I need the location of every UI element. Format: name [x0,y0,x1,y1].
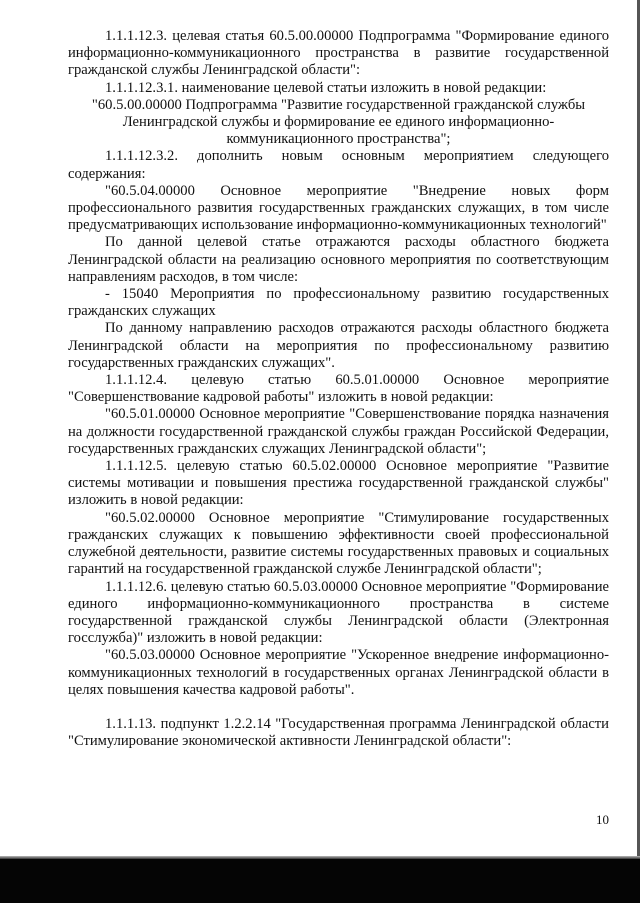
paragraph-1-1-1-12-4: 1.1.1.12.4. целевую статью 60.5.01.00000 Основное мероприятие "Совершенствование кадровой работы" изложить в новой редакции: [68,372,609,406]
paragraph-1-1-1-12-5: 1.1.1.12.5. целевую статью 60.5.02.00000 Основное мероприятие "Развитие системы мотивации и повышения престижа государственной гражданской службы" изложить в новой редакции: [68,458,609,509]
paragraph-15040: - 15040 Мероприятия по профессиональному развитию государственных гражданских служащих [68,286,609,320]
paragraph-direction-expenses: По данному направлению расходов отражаются расходы областного бюджета Ленинградской области на мероприятия по профессиональному развитию государственных гражданских служащих". [68,320,609,371]
paragraph-60-5-04: "60.5.04.00000 Основное мероприятие "Внедрение новых форм профессионального развития государственных гражданских служащих, в том числе предусматривающих использование информационно-коммуникационных технологий" [68,182,609,234]
paragraph-1-1-1-12-3-1: 1.1.1.12.3.1. наименование целевой статьи изложить в новой редакции: [105,79,547,96]
paragraph-new-title-60-5-00: "60.5.00.00000 Подпрограмма "Развитие государственной гражданской службы Ленинградской службы и формирование ее единого информационно-коммуникационного пространства"; [91,96,586,148]
paragraph-1-1-1-12-3: 1.1.1.12.3. целевая статья 60.5.00.00000 Подпрограмма "Формирование единого информационно-коммуникационного пространства в развитие государственной гражданской службы Ленинградской области": [68,28,609,79]
document-body [68,28,609,750]
paragraph-expenses-description: По данной целевой статье отражаются расходы областного бюджета Ленинградской области на реализацию основного мероприятия по соответствующим направлениям расходов, в том числе: [68,234,609,285]
paragraph-1-1-1-12-6: 1.1.1.12.6. целевую статью 60.5.03.00000 Основное мероприятие "Формирование единого информационно-коммуникационного пространства в системе государственной гражданской службы Ленинградской области (Электронная госслужба)" изложить в новой редакции: [68,578,609,647]
paragraph-1-1-1-13: 1.1.1.13. подпункт 1.2.2.14 "Государственная программа Ленинградской области "Стимулирование экономической активности Ленинградской области": [68,715,609,750]
page-number: 10 [596,812,609,827]
paragraph-60-5-01: "60.5.01.00000 Основное мероприятие "Совершенствование порядка назначения на должности государственной гражданской службы граждан Российской Федерации, государственных гражданских служащих Ленинградской области"; [68,406,609,457]
paragraph-spacer [68,699,609,716]
paragraph-60-5-02: "60.5.02.00000 Основное мероприятие "Стимулирование государственных гражданских служащих к повышению эффективности своей профессиональной служебной деятельности, развитие системы государственных правовых и социальных гарантий на государственной гражданской службе Ленинградской области"; [68,509,609,578]
paragraph-60-5-03: "60.5.03.00000 Основное мероприятие "Ускоренное внедрение информационно-коммуникационных технологий в государственных органах Ленинградской области в целях повышения качества кадровой работы". [68,647,609,698]
scan-edge-bottom [0,859,640,903]
paragraph-1-1-1-12-3-2: 1.1.1.12.3.2. дополнить новым основным мероприятием следующего содержания: [68,148,609,182]
